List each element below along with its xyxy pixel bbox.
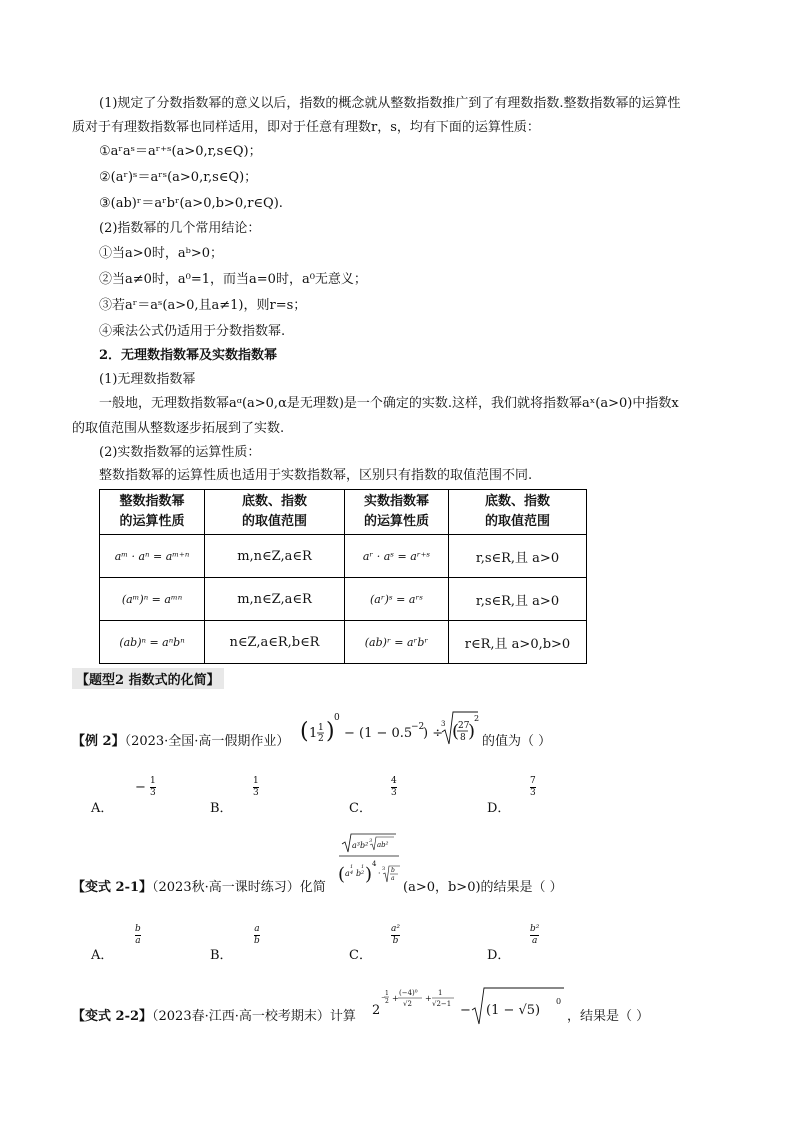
example-2-source: （2023·全国·高一假期作业） [124,734,290,749]
table-row [100,535,587,578]
svg-text:1: 1 [318,723,324,733]
option-b-value: $\frac{1}{3}$ [253,776,259,798]
svg-text:(1 − √5): (1 − √5) [486,1003,541,1018]
table-header: 底数、指数 的取值范围 [449,490,587,535]
option-c[interactable]: C． [349,801,372,816]
svg-text:): ) [365,864,373,885]
variant-2-2-label: 【变式 2-2】 [72,1009,153,1024]
table-cell: r∈R,且 a>0,b>0 [449,621,587,664]
option-d-value: $\frac{7}{3}$ [530,776,536,798]
table-header-row [100,490,587,535]
option-c-value: $\frac{\text{a²}}{b}$ [391,924,400,946]
conclusion-3: ③若aʳ＝aˢ(a>0,且a≠1)，则r=s； [99,298,307,313]
svg-text:3: 3 [382,866,386,872]
svg-text:√2: √2 [403,1000,412,1008]
option-a[interactable]: A． [91,801,114,816]
table-cell: (ab)ⁿ = aⁿbⁿ [100,621,205,664]
svg-text:) ÷: ) ÷ [423,726,444,741]
svg-text:1: 1 [361,864,365,870]
svg-text:ab²: ab² [377,841,389,849]
table-cell: aʳ · aˢ = aʳ⁺ˢ [345,535,449,578]
svg-text:): ) [468,721,476,742]
svg-text:√2−1: √2−1 [432,1000,452,1008]
variant-2-2-source: （2023春·江西·高一校考期末）计算 [152,1009,356,1024]
svg-text:−2: −2 [411,722,425,732]
section-2-heading: 2．无理数指数幂及实数指数幂 [99,348,278,363]
table-header: 整数指数幂 的运算性质 [100,490,205,535]
svg-text:3: 3 [441,720,446,728]
svg-text:−: − [381,994,387,1001]
rule-2: ②(aʳ)ˢ＝aʳˢ(a>0,r,s∈Q)； [99,170,258,185]
table-cell: aᵐ · aⁿ = aᵐ⁺ⁿ [100,535,205,578]
svg-text:(−4)⁰: (−4)⁰ [399,989,418,997]
option-c-value: $\frac{4}{3}$ [391,776,397,798]
svg-text:−: − [460,1003,471,1018]
svg-text:a³b²: a³b² [352,841,369,850]
svg-text:(: ( [452,721,460,742]
example-2-formula [300,704,480,754]
variant-2-1-stem [72,878,326,898]
example-2-label: 【例 2】 [72,734,125,749]
option-b[interactable]: B． [210,948,233,963]
table-row [100,621,587,664]
svg-text:0: 0 [556,997,562,1006]
variant-2-1-tail: (a>0，b>0)的结果是（ ） [403,880,563,895]
svg-text:2: 2 [372,1003,381,1018]
svg-text:− (1 − 0.5: − (1 − 0.5 [344,726,413,741]
svg-text:2: 2 [474,714,480,723]
svg-text:2: 2 [318,734,324,744]
para-2: (2)指数幂的几个常用结论： [99,221,261,236]
svg-text:2: 2 [361,870,365,876]
subheading-irrational: (1)无理数指数幂 [99,372,196,387]
option-d[interactable]: D． [487,801,511,816]
para-1a: (1)规定了分数指数幂的意义以后，指数的概念就从整数指数推广到了有理数指数.整数指数幂的运算性 [99,96,681,111]
svg-text:8: 8 [460,733,466,743]
svg-text:1: 1 [438,989,443,997]
table-cell: m,n∈Z,a∈R [205,535,345,578]
svg-text:4: 4 [372,860,377,868]
table-cell: r,s∈R,且 a>0 [449,578,587,621]
svg-text:b: b [356,869,362,878]
table-header: 底数、指数 的取值范围 [205,490,345,535]
option-c[interactable]: C． [349,948,372,963]
table-header: 实数指数幂 的运算性质 [345,490,449,535]
subheading-real: (2)实数指数幂的运算性质： [99,445,261,460]
option-b-value: $\frac{a}{b}$ [254,924,260,946]
option-d[interactable]: D． [487,948,511,963]
svg-text:b: b [391,867,395,874]
conclusion-2: ②当a≠0时，a⁰=1，而当a=0时，a⁰无意义； [99,272,367,287]
svg-text:0: 0 [334,713,340,723]
variant-2-1-source: （2023秋·高一课时练习）化简 [152,880,326,895]
table-row [100,578,587,621]
para-real: 整数指数幂的运算性质也适用于实数指数幂，区别只有指数的取值范围不同. [99,468,533,483]
section-tag-type-2: 【题型2 指数式的化简】 [72,668,224,689]
option-d-value: $\frac{\text{b²}}{a}$ [530,924,540,946]
para-irrational-a: 一般地，无理数指数幂aᵅ(a>0,α是无理数)是一个确定的实数.这样，我们就将指数幂aˣ(a>0)中指数x [99,396,679,411]
svg-text:a: a [345,869,350,878]
option-a[interactable]: A． [91,948,114,963]
svg-text:): ) [326,719,335,744]
example-2-stem [72,732,289,752]
para-irrational-b: 的取值范围从整数逐步拓展到了实数. [72,421,285,436]
table-cell: (aᵐ)ⁿ = aᵐⁿ [100,578,205,621]
svg-text:3: 3 [369,838,373,844]
variant-2-1-label: 【变式 2-1】 [72,880,153,895]
svg-text:(: ( [300,719,309,744]
svg-text:2: 2 [385,998,389,1005]
table-cell: m,n∈Z,a∈R [205,578,345,621]
rule-1: ①aʳaˢ＝aʳ⁺ˢ(a>0,r,s∈Q)； [99,144,262,159]
conclusion-1: ①当a>0时，aᵇ>0； [99,246,224,261]
variant-2-2-stem [72,1007,356,1027]
exponent-rules-table [99,489,587,664]
svg-text:+: + [392,994,399,1003]
option-a-value: $\frac{b}{a}$ [135,924,141,946]
svg-text:27: 27 [458,721,470,731]
rule-3: ③(ab)ʳ＝aʳbʳ(a>0,b>0,r∈Q). [99,196,283,211]
svg-text:1: 1 [385,990,389,997]
svg-text:a: a [391,875,395,882]
svg-text:4: 4 [350,870,354,876]
example-2-tail: 的值为（ ） [482,734,552,749]
variant-2-2-formula [372,984,566,1028]
conclusion-4: ④乘法公式仍适用于分数指数幂. [99,324,286,339]
variant-2-2-tail: ，结果是（ ） [567,1009,650,1024]
table-cell: r,s∈R,且 a>0 [449,535,587,578]
table-cell: (ab)ʳ = aʳbʳ [345,621,449,664]
option-b[interactable]: B． [210,801,233,816]
svg-text:1: 1 [309,726,318,741]
variant-2-1-formula [336,830,402,896]
svg-text:1: 1 [350,864,354,870]
svg-text:+: + [425,994,432,1003]
table-cell: n∈Z,a∈R,b∈R [205,621,345,664]
option-a-value: − $\frac{1}{3}$ [135,776,156,798]
svg-text:(: ( [338,864,346,885]
svg-text:·: · [378,869,381,878]
para-1b: 质对于有理数指数幂也同样适用，即对于任意有理数r，s，均有下面的运算性质： [72,120,540,135]
table-cell: (aʳ)ˢ = aʳˢ [345,578,449,621]
